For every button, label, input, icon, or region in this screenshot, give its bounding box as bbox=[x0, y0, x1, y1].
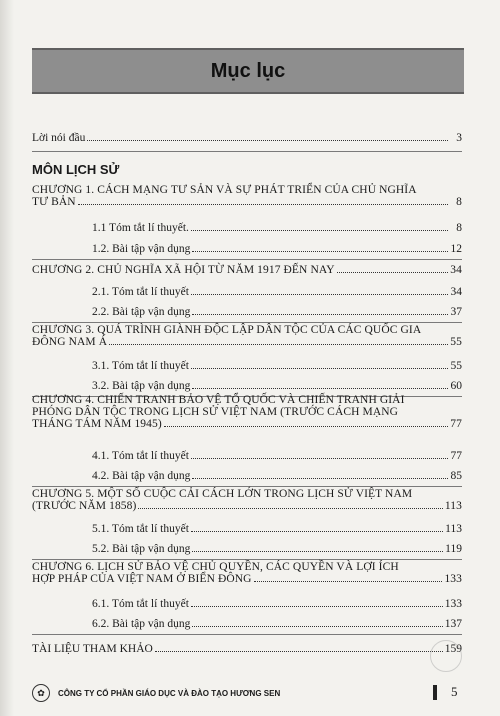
toc-subentry[interactable]: 4.1. Tóm tắt lí thuyết 77 bbox=[92, 450, 462, 462]
toc-subentry[interactable]: 5.2. Bài tập vận dụng 119 bbox=[92, 543, 462, 555]
toc-chapter-6[interactable]: CHƯƠNG 6. LỊCH SỬ BẢO VỆ CHỦ QUYỀN, CÁC QUYỀN VÀ LỢI ÍCH HỢP PHÁP CỦA VIỆT NAM Ở BIỂN ĐÔNG 133 bbox=[32, 561, 462, 585]
page-title: Mục lục bbox=[210, 59, 286, 82]
toc-subentry[interactable]: 3.1. Tóm tắt lí thuyết 55 bbox=[92, 360, 462, 372]
title-banner bbox=[32, 48, 464, 94]
toc-subentry[interactable]: 1.2. Bài tập vận dụng 12 bbox=[92, 243, 462, 255]
divider bbox=[32, 259, 462, 260]
divider bbox=[32, 486, 462, 487]
toc-subentry[interactable]: 2.1. Tóm tắt lí thuyết 34 bbox=[92, 286, 462, 298]
divider bbox=[32, 151, 462, 152]
logo-icon: ✿ bbox=[32, 684, 50, 702]
section-heading: MÔN LỊCH SỬ bbox=[32, 162, 120, 177]
toc-chapter-4[interactable]: CHƯƠNG 4. CHIẾN TRANH BẢO VỆ TỔ QUỐC VÀ CHIẾN TRANH GIẢI PHÓNG DÂN TỘC TRONG LỊCH SỬ VIỆT NAM (TRƯỚC CÁCH MẠNG THÁNG TÁM NĂM 1945) 77 bbox=[32, 394, 462, 430]
toc-subentry[interactable]: 6.2. Bài tập vận dụng 137 bbox=[92, 618, 462, 630]
toc-subentry[interactable]: 6.1. Tóm tắt lí thuyết 133 bbox=[92, 598, 462, 610]
toc-chapter-2[interactable]: CHƯƠNG 2. CHỦ NGHĨA XÃ HỘI TỪ NĂM 1917 ĐẾN NAY 34 bbox=[32, 264, 462, 276]
bleed-through-text bbox=[285, 95, 460, 335]
toc-subentry[interactable]: 1.1 Tóm tắt lí thuyết. 8 bbox=[92, 222, 462, 234]
toc-chapter-3[interactable]: CHƯƠNG 3. QUÁ TRÌNH GIÀNH ĐỘC LẬP DÂN TỘC CỦA CÁC QUỐC GIA ĐÔNG NAM Á 55 bbox=[32, 324, 462, 348]
publisher-seal-icon bbox=[430, 640, 462, 672]
page-number: 5 bbox=[451, 684, 458, 699]
page-binding-edge bbox=[0, 0, 14, 716]
toc-subentry[interactable]: 4.2. Bài tập vận dụng 85 bbox=[92, 470, 462, 482]
divider bbox=[32, 559, 462, 560]
toc-subentry[interactable]: 3.2. Bài tập vận dụng 60 bbox=[92, 380, 462, 392]
toc-subentry[interactable]: 5.1. Tóm tắt lí thuyết 113 bbox=[92, 523, 462, 535]
company-name: CÔNG TY CỔ PHẦN GIÁO DỤC VÀ ĐÀO TẠO HƯƠNG SEN bbox=[58, 688, 281, 698]
divider bbox=[32, 322, 462, 323]
divider bbox=[32, 634, 462, 635]
page-footer bbox=[32, 684, 468, 702]
toc-chapter-1[interactable]: CHƯƠNG 1. CÁCH MẠNG TƯ SẢN VÀ SỰ PHÁT TRIỂN CỦA CHỦ NGHĨA TƯ BẢN 8 bbox=[32, 184, 462, 208]
toc-entry-references[interactable]: TÀI LIỆU THAM KHẢO 159 bbox=[32, 643, 462, 655]
toc-entry-preface[interactable]: Lời nói đầu 3 bbox=[32, 132, 462, 144]
toc-chapter-5[interactable]: CHƯƠNG 5. MỘT SỐ CUỘC CẢI CÁCH LỚN TRONG LỊCH SỬ VIỆT NAM (TRƯỚC NĂM 1858) 113 bbox=[32, 488, 462, 512]
footer-bar bbox=[433, 685, 437, 700]
toc-subentry[interactable]: 2.2. Bài tập vận dụng 37 bbox=[92, 306, 462, 318]
